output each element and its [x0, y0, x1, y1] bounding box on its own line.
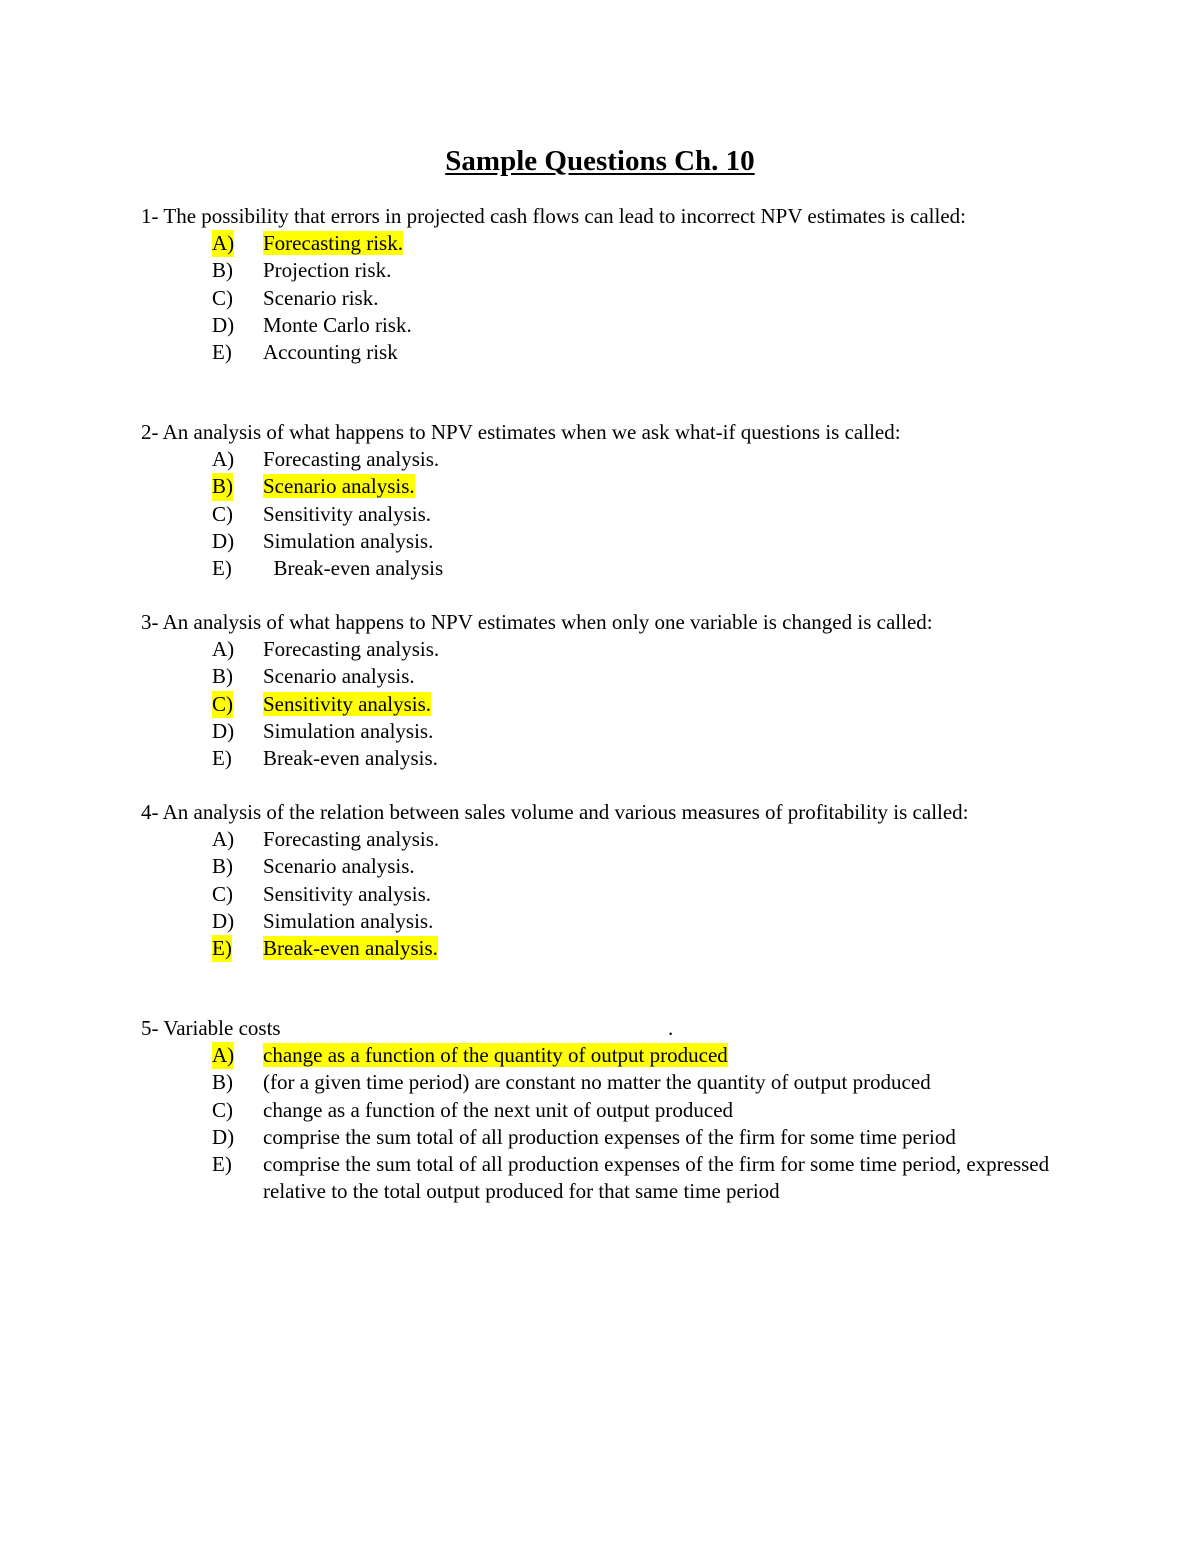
option-letter: B): [212, 473, 233, 500]
answer-option: [141, 663, 1081, 690]
question-stem: 4- An analysis of the relation between sales volume and various measures of profitability is called:: [141, 800, 969, 824]
option-text: Simulation analysis.: [263, 528, 434, 553]
option-letter: C): [212, 881, 233, 906]
option-letter: B): [212, 664, 233, 689]
option-text: (for a given time period) are constant no matter the quantity of output produced: [263, 1070, 931, 1095]
option-letter: D): [212, 312, 235, 337]
answer-option: [141, 1124, 1081, 1151]
answer-option: [141, 528, 1081, 555]
option-letter: D): [212, 718, 235, 743]
answer-option: [141, 555, 1081, 582]
option-text: change as a function of the quantity of output produced: [263, 1043, 728, 1068]
answer-option: [141, 339, 1081, 366]
answer-option: [141, 257, 1081, 284]
answer-option: [141, 935, 1081, 962]
option-text: Forecasting analysis.: [263, 827, 440, 852]
option-text: Scenario analysis.: [263, 854, 415, 879]
option-text: Sensitivity analysis.: [263, 881, 431, 906]
answer-option: [141, 745, 1081, 772]
question-stem: 5- Variable costs .: [141, 1016, 674, 1040]
option-letter: C): [212, 691, 233, 718]
option-letter: C): [212, 501, 233, 526]
option-text: comprise the sum total of all production expenses of the firm for some time period, expressed relative to the total output produced for that same time period: [263, 1152, 1050, 1204]
option-text: Sensitivity analysis.: [263, 691, 431, 716]
option-letter: B): [212, 1070, 233, 1095]
question-stem-text: 5- Variable costs: [141, 1016, 281, 1040]
option-text: comprise the sum total of all production expenses of the firm for some time period: [263, 1124, 956, 1149]
answer-option: [141, 881, 1081, 908]
option-letter: E): [212, 935, 232, 962]
option-text: Simulation analysis.: [263, 908, 434, 933]
answer-option: [141, 230, 1081, 257]
option-text: Scenario analysis.: [263, 474, 415, 499]
answer-option: [141, 691, 1081, 718]
option-letter: A): [212, 447, 235, 472]
question-3: [141, 609, 1081, 772]
option-text: Forecasting risk.: [263, 231, 403, 256]
option-text: Simulation analysis.: [263, 718, 434, 743]
option-letter: E): [212, 1152, 232, 1177]
option-letter: D): [212, 1124, 235, 1149]
option-letter: E): [212, 746, 232, 771]
option-text: Forecasting analysis.: [263, 637, 440, 662]
option-text: change as a function of the next unit of output produced: [263, 1097, 734, 1122]
option-letter: A): [212, 230, 234, 257]
option-letter: D): [212, 908, 235, 933]
question-4: [141, 799, 1081, 962]
option-text: Break-even analysis.: [263, 746, 438, 771]
option-letter: A): [212, 1042, 234, 1069]
answer-option: [141, 853, 1081, 880]
option-letter: A): [212, 827, 235, 852]
option-text: Sensitivity analysis.: [263, 501, 431, 526]
option-letter: A): [212, 637, 235, 662]
option-letter: E): [212, 340, 232, 365]
option-letter: E): [212, 556, 232, 581]
option-letter: C): [212, 285, 233, 310]
option-text: Forecasting analysis.: [263, 447, 440, 472]
option-text: Scenario risk.: [263, 285, 379, 310]
option-text: Monte Carlo risk.: [263, 312, 412, 337]
question-stem: 3- An analysis of what happens to NPV estimates when only one variable is changed is called:: [141, 610, 933, 634]
answer-option: [141, 826, 1081, 853]
answer-option: [141, 1151, 1081, 1205]
answer-option: [141, 312, 1081, 339]
option-text: Accounting risk: [263, 340, 398, 365]
option-text: Break-even analysis.: [263, 936, 438, 961]
answer-option: [141, 501, 1081, 528]
option-text: Scenario analysis.: [263, 664, 415, 689]
page-title: Sample Questions Ch. 10: [445, 145, 755, 177]
option-text: Projection risk.: [263, 258, 392, 283]
answer-option: [141, 1042, 1081, 1069]
answer-option: [141, 473, 1081, 500]
answer-option: [141, 285, 1081, 312]
question-1: [141, 203, 1081, 366]
option-letter: C): [212, 1097, 233, 1122]
answer-option: [141, 1097, 1081, 1124]
question-5: [141, 1015, 1081, 1205]
question-stem: 1- The possibility that errors in projected cash flows can lead to incorrect NPV estimates is called:: [141, 204, 966, 228]
option-letter: B): [212, 854, 233, 879]
option-letter: B): [212, 258, 233, 283]
answer-option: [141, 908, 1081, 935]
option-text: Break-even analysis: [263, 556, 444, 581]
question-2: [141, 419, 1081, 582]
answer-option: [141, 718, 1081, 745]
answer-option: [141, 636, 1081, 663]
question-stem: 2- An analysis of what happens to NPV estimates when we ask what-if questions is called:: [141, 420, 901, 444]
answer-option: [141, 1069, 1081, 1096]
answer-option: [141, 446, 1081, 473]
option-letter: D): [212, 528, 235, 553]
